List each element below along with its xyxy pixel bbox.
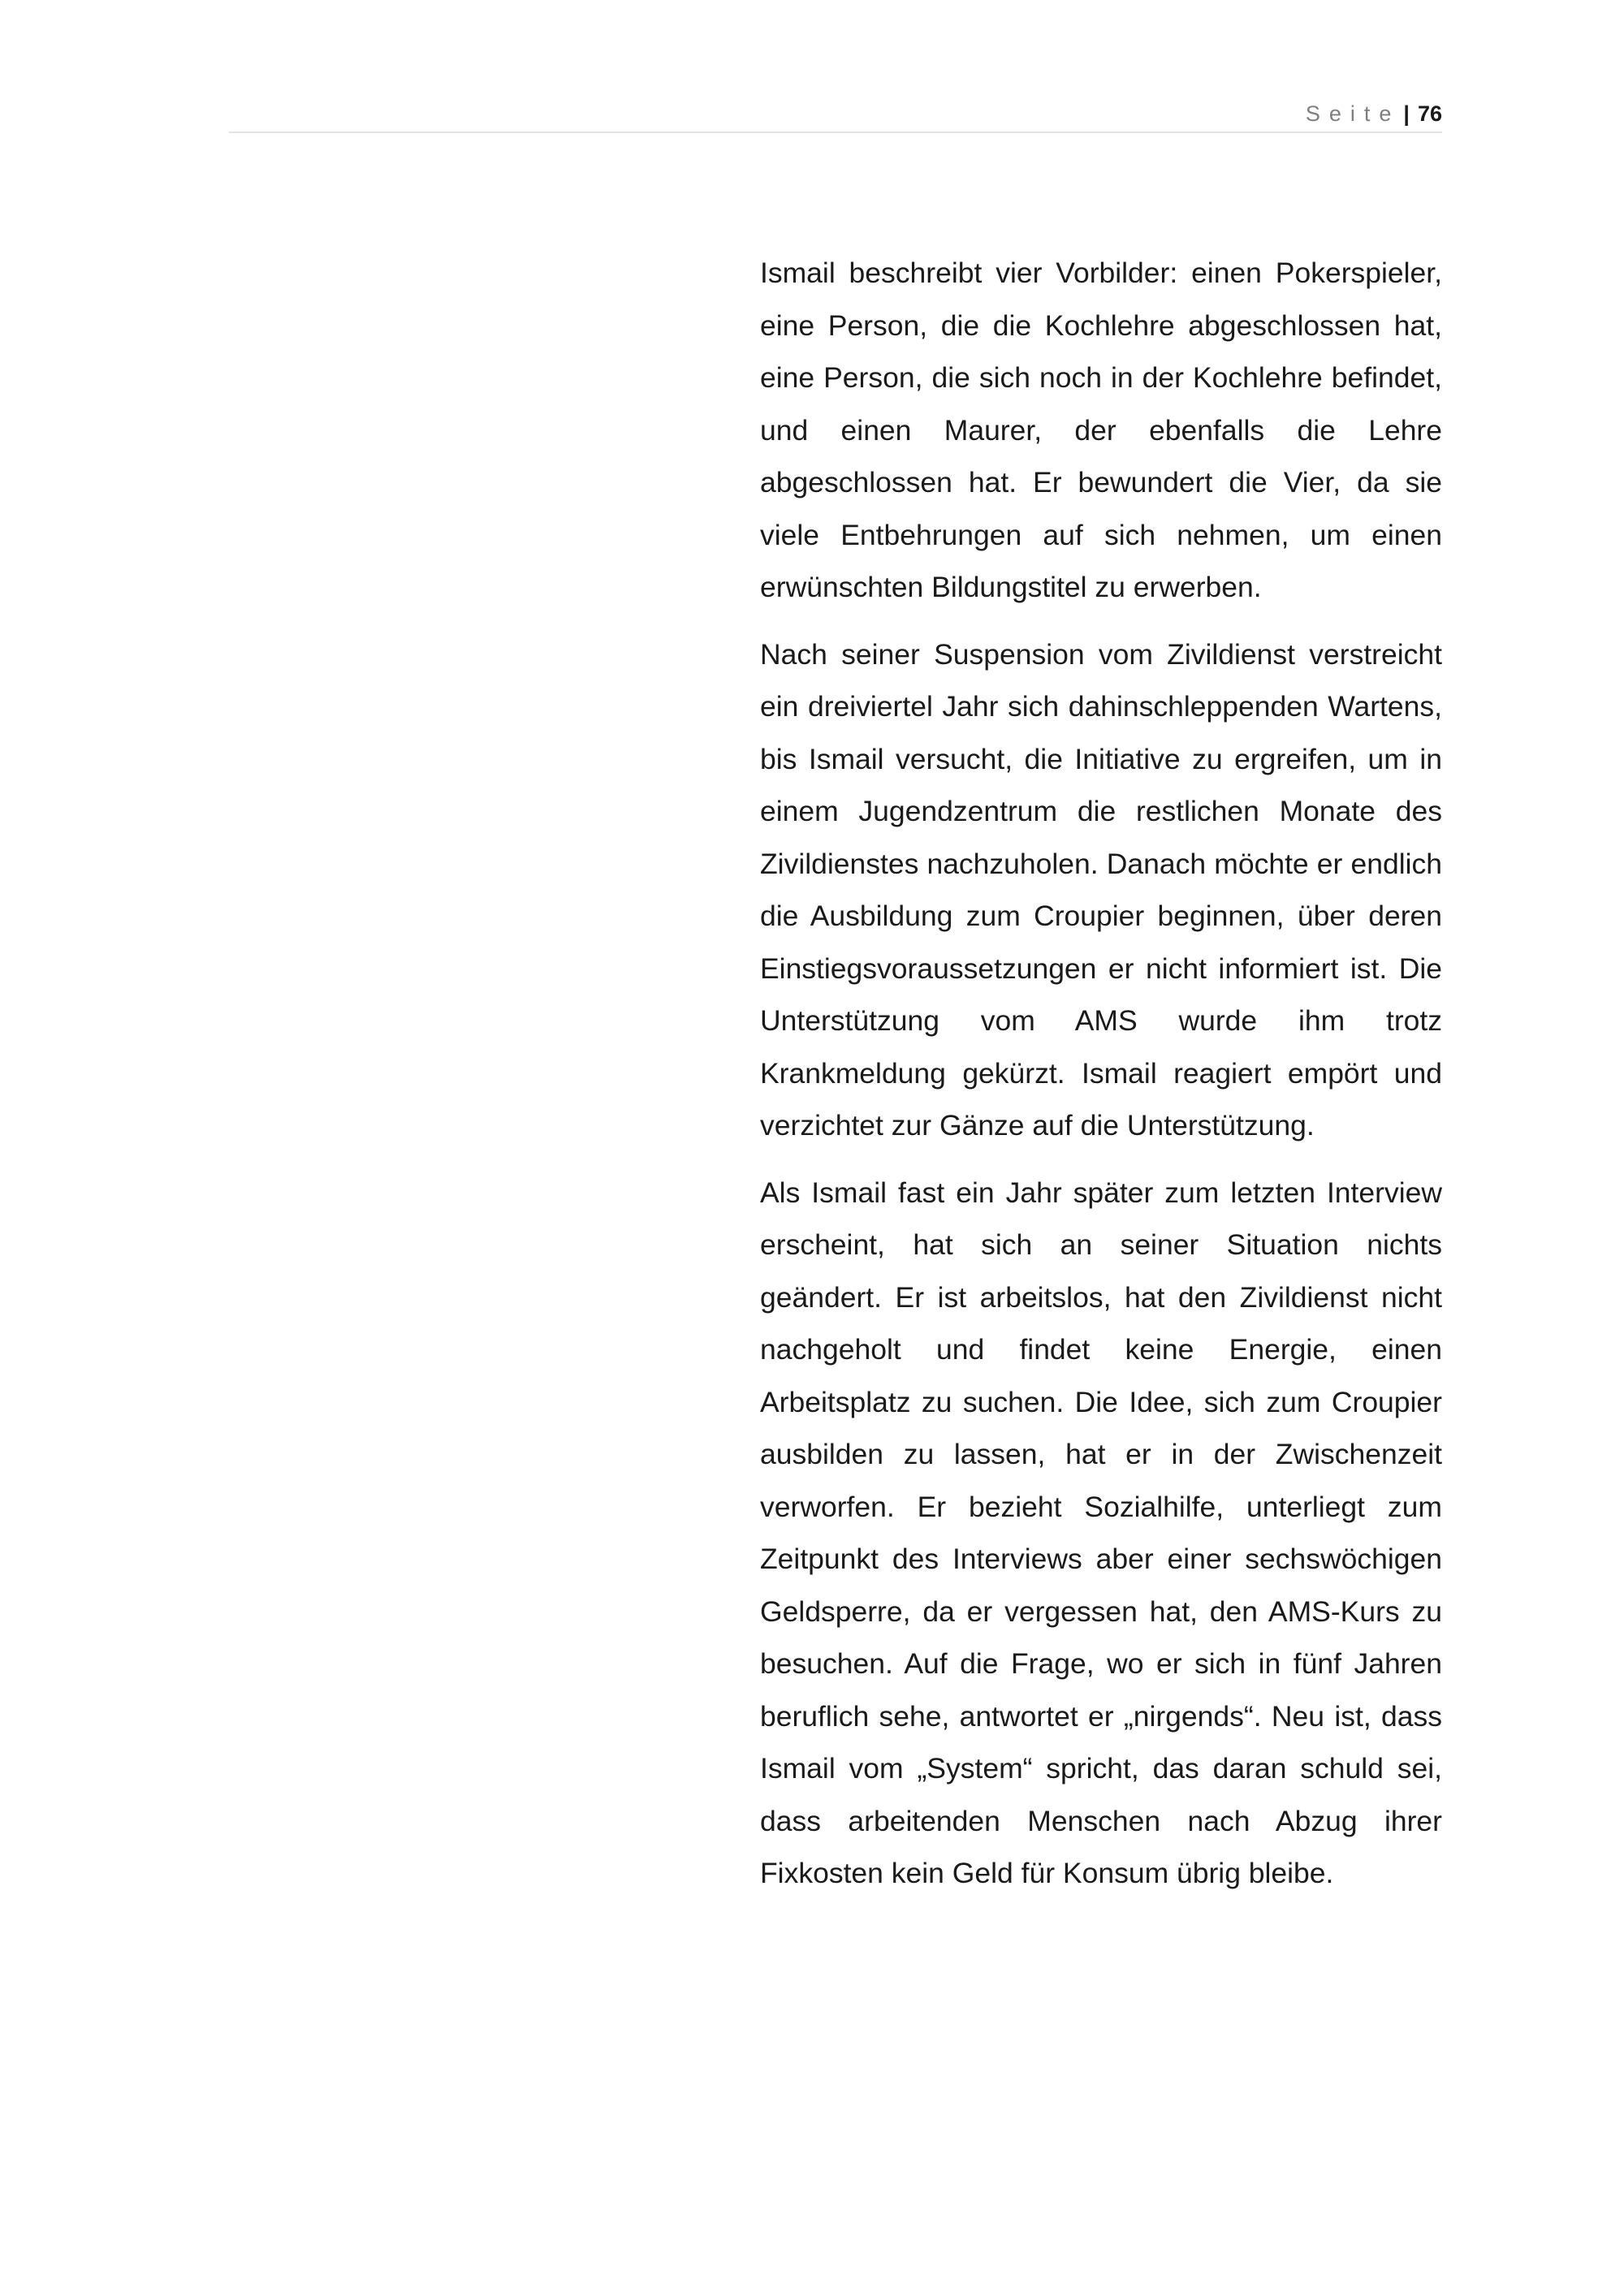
seite-label: Seite [1305, 101, 1401, 126]
page-header [229, 96, 1442, 133]
paragraph-3: Als Ismail fast ein Jahr später zum letzten Interview erscheint, hat sich an seiner Situation nichts geändert. Er ist arbeitslos, hat den Zivildienst nicht nachgeholt und findet keine Energie, einen Arbeitsplatz zu suchen. Die Idee, sich zum Croupier ausbilden zu lassen, hat er in der Zwischenzeit verworfen. Er bezieht Sozialhilfe, unterliegt zum Zeitpunkt des Interviews aber einer sechswöchigen Geldsperre, da er vergessen hat, den AMS-Kurs zu besuchen. Auf die Frage, wo er sich in fünf Jahren beruflich sehe, antwortet er „nirgends“. Neu ist, dass Ismail vom „System“ spricht, das daran schuld sei, dass arbeitenden Menschen nach Abzug ihrer Fixkosten kein Geld für Konsum übrig bleibe. [760, 1176, 1442, 1889]
page-number: 76 [1417, 101, 1442, 126]
paragraph-2: Nach seiner Suspension vom Zivildienst verstreicht ein dreiviertel Jahr sich dahinschleppenden Wartens, bis Ismail versucht, die Initiative zu ergreifen, um in einem Jugendzentrum die restlichen Monate des Zivildienstes nachzuholen. Danach möchte er endlich die Ausbildung zum Croupier beginnen, über deren Einstiegsvoraussetzungen er nicht informiert ist. Die Unterstützung vom AMS wurde ihm trotz Krankmeldung gekürzt. Ismail reagiert empört und verzichtet zur Gänze auf die Unterstützung. [760, 637, 1442, 1142]
page-header-label [1306, 96, 1442, 132]
body-text-column [760, 247, 1442, 1914]
header-separator: | [1403, 101, 1410, 126]
paragraph-1: Ismail beschreibt vier Vorbilder: einen Pokerspieler, eine Person, die die Kochlehre abgeschlossen hat, eine Person, die sich noch in der Kochlehre befindet, und einen Maurer, der ebenfalls die Lehre abgeschlossen hat. Er bewundert die Vier, da sie viele Entbehrungen auf sich nehmen, um einen erwünschten Bildungstitel zu erwerben. [760, 257, 1442, 603]
